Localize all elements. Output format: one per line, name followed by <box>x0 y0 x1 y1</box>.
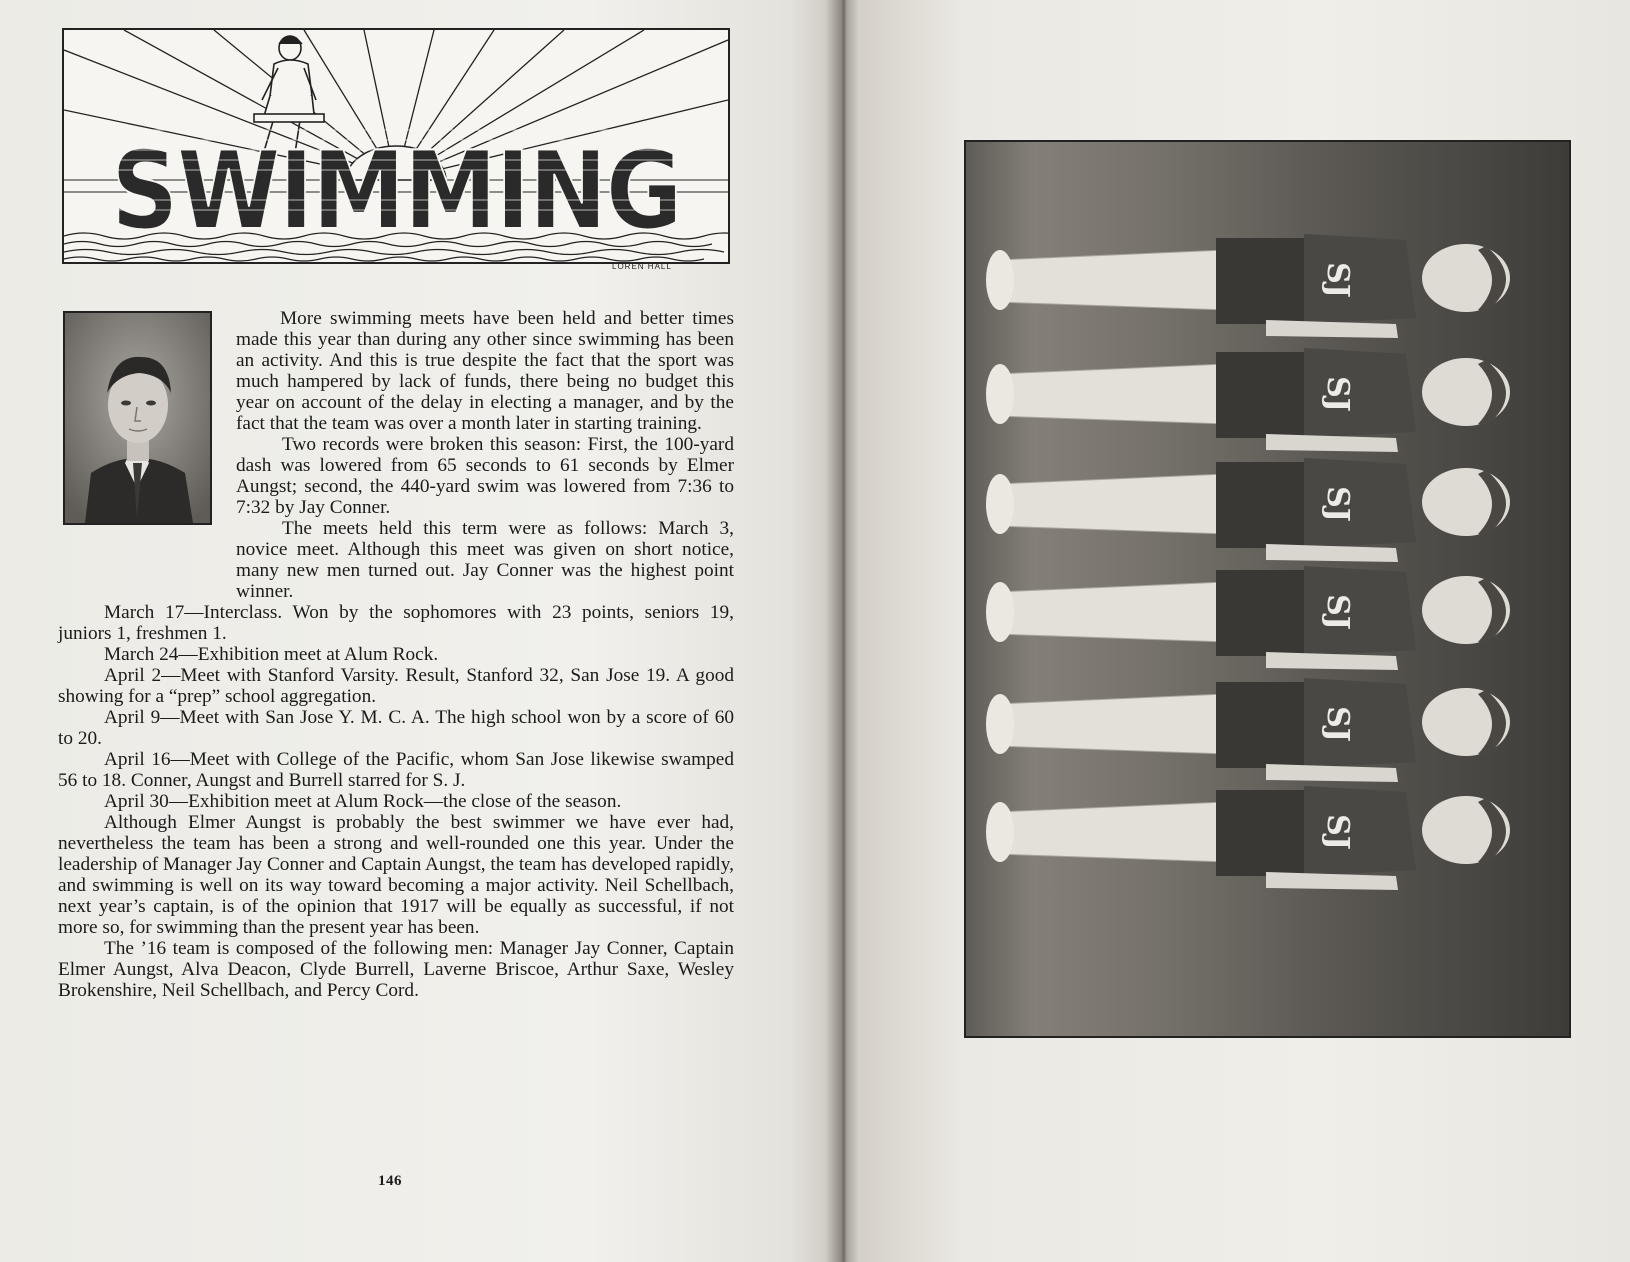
article-body <box>58 308 734 1001</box>
paragraph-team-roster: The ’16 team is composed of the following men: Manager Jay Conner, Captain Elmer Aungst, Alva Deacon, Clyde Burrell, Laverne Briscoe, Arthur Saxe, Wesley Brokenshire, Neil Schellbach, and Percy Cord. <box>58 938 734 1001</box>
title-text: SWIMMING <box>111 129 681 254</box>
jersey-monogram: SJ <box>1320 814 1355 850</box>
paragraph-march-24: March 24—Exhibition meet at Alum Rock. <box>104 644 439 665</box>
swimming-header-illustration <box>62 28 730 264</box>
portrait-text-wrap <box>58 308 236 590</box>
paragraph-april-30: April 30—Exhibition meet at Alum Rock—the close of the season. <box>104 791 622 812</box>
jersey-monogram: SJ <box>1320 594 1355 630</box>
sunburst-swimmer-drawing <box>64 30 728 262</box>
jersey-monogram: SJ <box>1320 486 1355 522</box>
paragraph-april-9: April 9—Meet with San Jose Y. M. C. A. The high school won by a score of 60 to 20. <box>58 707 734 749</box>
paragraph-april-16: April 16—Meet with College of the Pacific, whom San Jose likewise swamped 56 to 18. Conner, Aungst and Burrell starred for S. J. <box>58 749 734 791</box>
paragraph-records: Two records were broken this season: First, the 100-yard dash was lowered from 65 seconds to 61 seconds by Elmer Aungst; second, the 440-yard swim was lowered from 7:36 to 7:32 by Jay Conner. <box>236 434 734 518</box>
artist-credit: LOREN HALL <box>612 262 672 271</box>
book-gutter <box>826 0 860 1262</box>
paragraph-april-2: April 2—Meet with Stanford Varsity. Result, Stanford 32, San Jose 19. A good showing for a “prep” school aggregation. <box>58 665 734 707</box>
jersey-monogram: SJ <box>1320 262 1355 298</box>
paragraph-intro: More swimming meets have been held and better times made this year than during any other since swimming has been an activity. And this is true despite the fact that the sport was much hampered by lack of funds, there being no budget this year on account of the delay in electing a manager, and by the fact that the team was over a month later in starting training. <box>236 308 734 434</box>
jersey-monogram: SJ <box>1320 706 1355 742</box>
swim-team-photo <box>964 140 1571 1038</box>
paragraph-march-17: March 17—Interclass. Won by the sophomores with 23 points, seniors 19, juniors 1, freshmen 1. <box>58 602 734 644</box>
page-number: 146 <box>378 1173 402 1189</box>
paragraph-summary: Although Elmer Aungst is probably the best swimmer we have ever had, nevertheless the team has been a strong and well-rounded one this year. Under the leadership of Manager Jay Conner and Captain Aungst, the team has developed rapidly, and swimming is well on its way toward becoming a major activity. Neil Schellbach, next year’s captain, is of the opinion that 1917 will be equally as successful, if not more so, for swimming than the present year has been. <box>58 812 734 938</box>
team-photo-image <box>966 142 1569 1036</box>
paragraph-meets: The meets held this term were as follows: March 3, novice meet. Although this meet was given on short notice, many new men turned out. Jay Conner was the highest point winner. <box>236 518 734 602</box>
jersey-monogram: SJ <box>1320 376 1355 412</box>
